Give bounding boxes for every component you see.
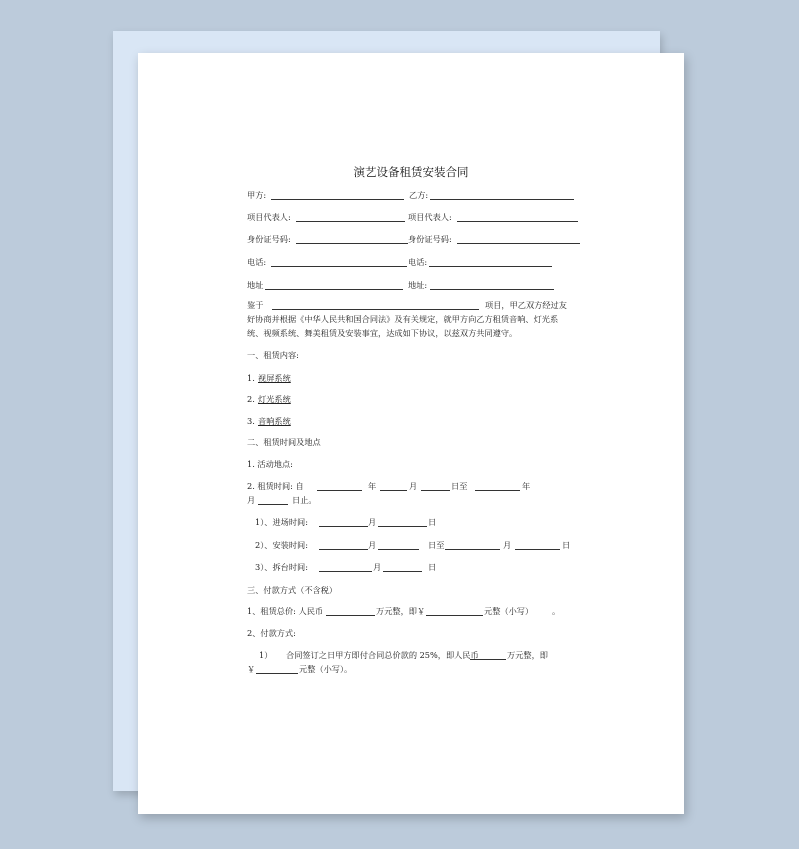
preamble-line3: 统、视频系统、舞美租赁及安装事宜，达成如下协议，以兹双方共同遵守。: [247, 328, 518, 338]
install-month-blank: [319, 549, 368, 550]
phone-b-label: 电话:: [408, 257, 428, 267]
install-month2-blank: [445, 549, 500, 550]
install-day2-label: 日: [562, 540, 571, 550]
total-price-label: 1、租赁总价: 人民币: [247, 606, 324, 616]
preamble-line1: 项目，甲乙双方经过友: [485, 300, 567, 310]
item-audio-system: 音响系统: [258, 416, 291, 426]
period-day-end-label: 日止。: [292, 495, 317, 505]
install-month-label: 月: [368, 540, 377, 550]
phone-a-blank: [271, 266, 407, 267]
address-a-label: 地址: [247, 280, 264, 290]
total-wan-label: 万元整，即￥: [376, 606, 426, 616]
party-a-label: 甲方:: [247, 190, 267, 200]
period-month1-blank: [380, 490, 407, 491]
address-a-blank: [265, 289, 403, 290]
period-day1-blank: [421, 490, 450, 491]
payment-1-yuan-blank: [256, 673, 298, 674]
payment-1-yen-sign: ￥: [247, 664, 256, 674]
phone-b-blank: [429, 266, 552, 267]
period-day2-blank: [258, 504, 288, 505]
phone-a-label: 电话:: [247, 257, 267, 267]
dismantle-day-blank: [383, 571, 422, 572]
payment-1-yuan-label: 元整（小写）。: [299, 664, 353, 674]
payment-1-wan-blank: [470, 659, 506, 660]
payment-1-wan-label: 万元整，即: [507, 650, 548, 660]
item-1-number: 1.: [247, 373, 255, 383]
period-month2-label: 月: [247, 495, 256, 505]
entry-day-blank: [378, 526, 427, 527]
representative-b-label: 项目代表人:: [408, 212, 452, 222]
period-month1-label: 月: [409, 481, 418, 491]
preamble-line2: 好协商并根据《中华人民共和国合同法》及有关规定，就甲方向乙方租赁音响、灯光系: [247, 314, 559, 324]
install-month2-label: 月: [503, 540, 512, 550]
party-b-label: 乙方:: [409, 190, 429, 200]
period-label: 2. 租赁时间: 自: [247, 481, 304, 491]
item-video-system: 视屏系统: [258, 373, 291, 383]
install-day-to-label: 日至: [428, 540, 445, 550]
payment-method-label: 2、付款方式:: [247, 628, 296, 638]
item-3-number: 3.: [247, 416, 255, 426]
total-yuan-label: 元整（小写）: [484, 606, 534, 616]
install-day2-blank: [515, 549, 560, 550]
address-b-label: 地址:: [408, 280, 428, 290]
dismantle-month-label: 月: [373, 562, 382, 572]
address-b-blank: [430, 289, 554, 290]
dismantle-day-label: 日: [428, 562, 437, 572]
period-year1-label: 年: [368, 481, 377, 491]
dismantle-time-label: 3）、拆台时间:: [255, 562, 308, 572]
total-yuan-blank: [426, 615, 483, 616]
item-lighting-system: 灯光系统: [258, 394, 291, 404]
entry-time-label: 1）、进场时间:: [255, 517, 308, 527]
project-name-blank: [272, 309, 479, 310]
payment-1-number: 1）: [259, 650, 273, 660]
id-b-label: 身份证号码:: [408, 234, 452, 244]
period-year1-blank: [317, 490, 362, 491]
id-a-label: 身份证号码:: [247, 234, 291, 244]
venue-label: 1. 活动地点:: [247, 459, 293, 469]
entry-month-label: 月: [368, 517, 377, 527]
period-year2-blank: [475, 490, 520, 491]
payment-1-text: 合同签订之日甲方即付合同总价款的 25%，即人民币: [286, 650, 479, 660]
period-day-to-label: 日至: [451, 481, 468, 491]
total-end-punct: 。: [552, 606, 561, 616]
section-rental-time-place: 二、租赁时间及地点: [247, 437, 321, 447]
representative-a-blank: [296, 221, 405, 222]
install-time-label: 2）、安装时间:: [255, 540, 308, 550]
section-payment-method: 三、付款方式（不含税）: [247, 585, 338, 595]
section-rental-content: 一、租赁内容:: [247, 350, 299, 360]
item-2-number: 2.: [247, 394, 255, 404]
party-b-blank: [430, 199, 574, 200]
period-year2-label: 年: [522, 481, 531, 491]
total-wan-blank: [326, 615, 375, 616]
id-b-blank: [457, 243, 580, 244]
representative-a-label: 项目代表人:: [247, 212, 291, 222]
party-a-blank: [271, 199, 404, 200]
id-a-blank: [296, 243, 408, 244]
entry-day-label: 日: [428, 517, 437, 527]
preamble-prefix: 鉴于: [247, 300, 264, 310]
representative-b-blank: [457, 221, 578, 222]
install-day-blank: [378, 549, 419, 550]
document-title: 演艺设备租赁安装合同: [353, 165, 469, 179]
dismantle-month-blank: [319, 571, 372, 572]
entry-month-blank: [319, 526, 368, 527]
